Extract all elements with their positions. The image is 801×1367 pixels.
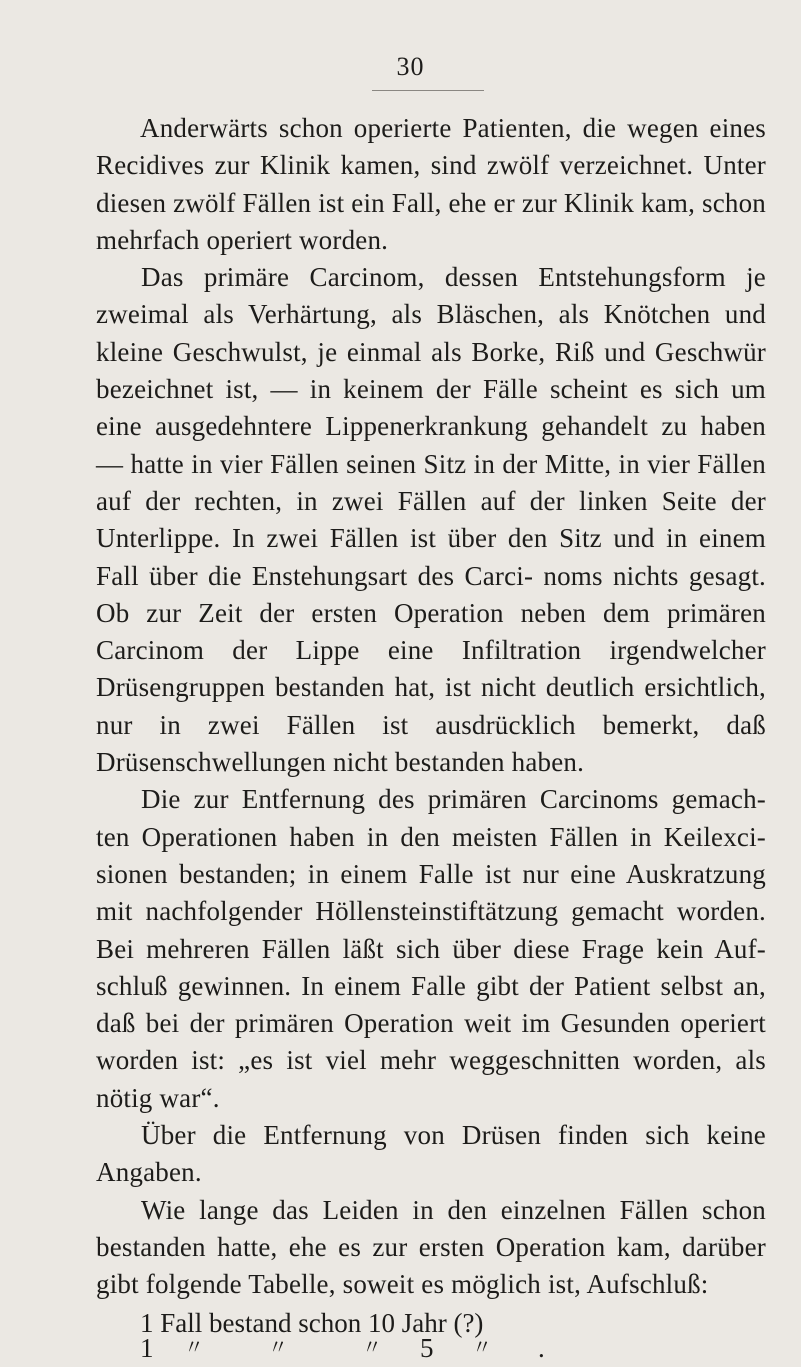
body-text: [96, 110, 766, 1304]
page-number: 30: [396, 52, 425, 81]
row2-ditto-4: 〃: [472, 1337, 492, 1359]
page-number-rule: [372, 90, 484, 91]
paragraph-1: Anderwärts schon operierte Patienten, die wegen eines Recidives zur Klinik kamen, sind zwölf verzeichnet. Unter diesen zwölf Fällen ist ein Fall, ehe er zur Klinik kam, schon mehrfach operiert worden.: [96, 113, 766, 255]
paragraph-3: Die zur Entfernung des primären Carcinoms gemach- ten Operationen haben in den meisten Fällen in Keilexci- sionen bestanden; in einem Falle ist nur eine Auskratzung mit nachfolgender Höllensteinstiftätzung gemacht worden. Bei mehreren Fällen läßt sich über diese Frage kein Auf- schluß gewinnen. In einem Falle gibt der Patient selbst an, daß bei der primären Operation weit im Gesunden operiert worden ist: „es ist viel mehr weggeschnitten worden, als nötig war“.: [96, 784, 766, 1113]
row2-ditto-1: 〃: [184, 1337, 204, 1359]
row2-value: 5: [420, 1333, 434, 1363]
row2-ditto-2: 〃: [268, 1337, 288, 1359]
row2-end: .: [538, 1333, 545, 1363]
paragraph-2: Das primäre Carcinom, dessen Entstehungsform je zweimal als Verhärtung, als Bläschen, als Knötchen und kleine Geschwulst, je einmal als Borke, Riß und Geschwür bezeichnet ist, — in keinem der Fälle scheint es sich um eine ausgedehntere Lippenerkrankung gehandelt zu haben — hatte in vier Fällen seinen Sitz in der Mitte, in vier Fällen auf der rechten, in zwei Fällen auf der linken Seite der Unterlippe. In zwei Fällen ist über den Sitz und in einem Fall über die Enstehungsart des Carci- noms nichts gesagt. Ob zur Zeit der ersten Operation neben dem primären Carcinom der Lippe eine Infiltration irgendwelcher Drüsengruppen bestanden hat, ist nicht deutlich ersichtlich, nur in zwei Fällen ist ausdrücklich bemerkt, daß Drüsenschwellungen nicht bestanden haben.: [96, 262, 766, 778]
paragraph-5: Wie lange das Leiden in den einzelnen Fällen schon bestanden hatte, ehe es zur ersten Operation kam, darüber gibt folgende Tabelle, soweit es möglich ist, Aufschluß:: [96, 1194, 766, 1300]
paragraph-4: Über die Entfernung von Drüsen finden sich keine Angaben.: [96, 1120, 766, 1188]
table-row-1: 1 Fall bestand schon 10 Jahr (?): [140, 1308, 484, 1338]
row2-ditto-3: 〃: [362, 1337, 382, 1359]
row2-count: 1: [140, 1333, 154, 1363]
